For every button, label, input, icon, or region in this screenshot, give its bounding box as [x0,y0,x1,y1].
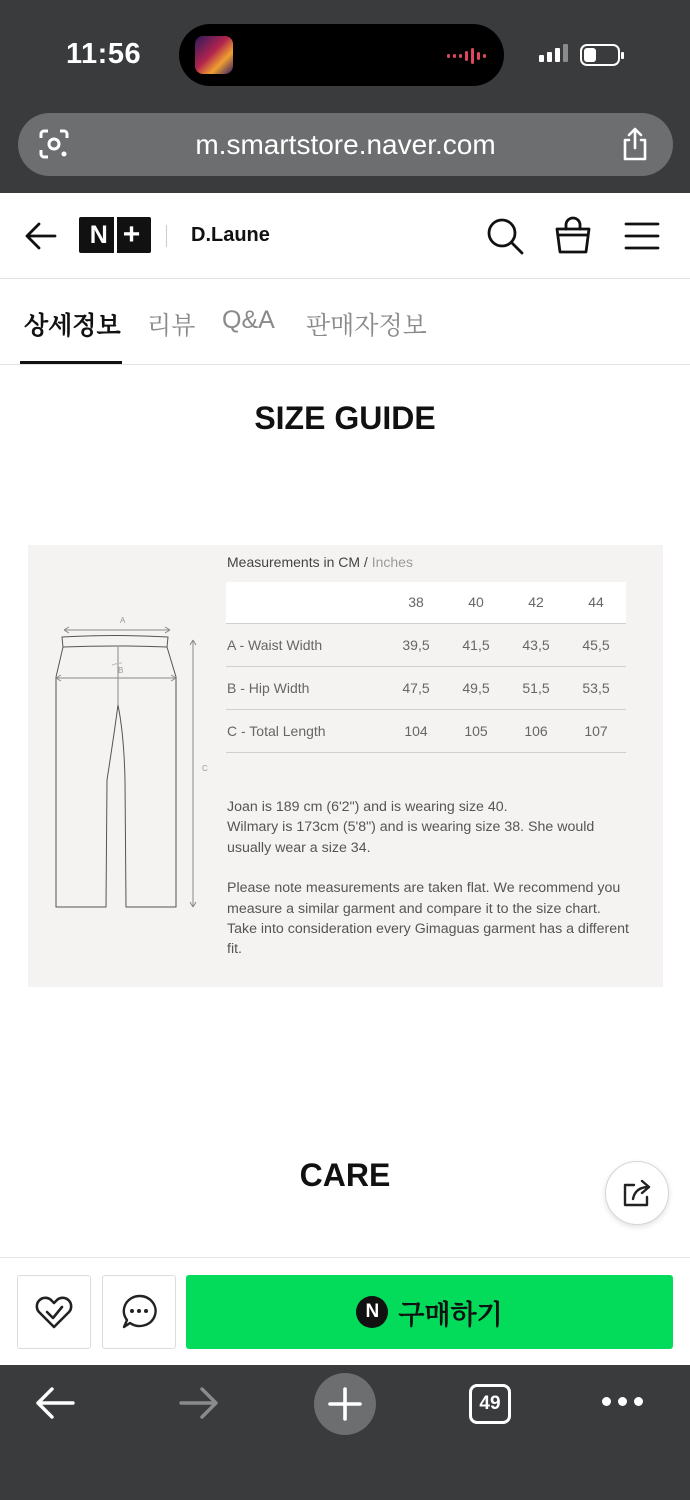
status-time: 11:56 [66,38,142,70]
shopping-bag-icon[interactable] [554,215,592,255]
table-cell: 39,5 [402,636,430,653]
dynamic-island[interactable] [179,24,504,86]
row-label: A - Waist Width [227,636,323,653]
tab-qna[interactable]: Q&A [222,306,275,334]
table-cell: 107 [584,722,608,739]
size-guide-title: SIZE GUIDE [254,400,436,436]
heart-icon [34,1294,74,1330]
logo-divider [114,217,117,253]
table-cell: 49,5 [462,679,490,696]
measurement-note: Please note measurements are taken flat. We recommend you measure a similar garment and compare it to the size chart. [227,880,621,917]
diagram-label-c: C [202,764,208,773]
fit-note: Take into consideration every Gimaguas garment has a different fit. [227,921,629,958]
naver-pay-icon: N [356,1296,388,1328]
caption-inches: Inches [371,554,413,570]
table-cell: 41,5 [462,636,490,653]
size-header-empty [226,582,386,623]
address-bar[interactable] [18,113,673,176]
model-note-joan: Joan is 189 cm (6'2") and is wearing size 40. [227,799,508,815]
table-cell: 47,5 [402,679,430,696]
logo-n: N [89,220,108,249]
caption-cm: Measurements in CM / [227,554,372,570]
share-arrow-icon [620,1178,654,1208]
care-title: CARE [299,1157,391,1193]
more-options-icon[interactable] [602,1397,643,1406]
store-brand-name[interactable]: D.Laune [191,224,270,246]
plus-icon [328,1387,362,1421]
diagram-label-a: A [120,616,126,625]
table-cell: 43,5 [522,636,550,653]
table-cell: 104 [404,722,428,739]
new-tab-button[interactable] [314,1373,376,1435]
size-table [226,582,626,753]
naver-plus-logo[interactable] [79,217,151,253]
cellular-signal-icon [539,44,568,62]
purchase-bar [0,1257,690,1365]
tab-count-button[interactable]: 49 [469,1384,511,1424]
table-cell: 105 [464,722,488,739]
now-playing-artwork [195,36,233,74]
product-tabs [0,279,690,365]
hamburger-menu-icon[interactable] [624,220,660,252]
pants-diagram [52,615,242,915]
url-text[interactable]: m.smartstore.naver.com [195,129,496,160]
size-header: 38 [408,594,424,611]
table-row [226,709,626,752]
browser-back-icon[interactable] [34,1385,76,1421]
share-floating-button[interactable] [605,1161,669,1225]
logo-plus: + [122,218,141,251]
chat-bubble-icon [120,1293,158,1331]
table-row [226,666,626,709]
row-label: C - Total Length [227,722,326,739]
size-header: 44 [588,594,604,611]
diagram-label-b: B [118,666,124,675]
battery-icon [580,44,620,66]
table-row [226,623,626,666]
table-cell: 53,5 [582,679,610,696]
site-header [0,193,690,279]
table-cell: 45,5 [582,636,610,653]
browser-top-chrome [0,0,690,193]
measurement-caption [227,554,413,570]
row-label: B - Hip Width [227,679,310,696]
size-table-header [226,582,626,623]
model-note-wilmary: Wilmary is 173cm (5'8") and is wearing size 38. She would usually wear a size 34. [227,819,595,856]
audio-waveform-icon [447,48,486,64]
tab-detail-info[interactable]: 상세정보 [24,312,121,340]
header-separator [166,225,167,247]
talk-talk-button[interactable] [102,1275,176,1349]
buy-now-label: 구매하기 [398,1299,503,1330]
search-icon[interactable] [486,217,524,255]
size-header: 42 [528,594,544,611]
table-cell: 106 [524,722,548,739]
back-arrow-icon[interactable] [24,219,58,253]
tab-seller-info[interactable]: 판매자정보 [306,312,427,340]
browser-forward-icon[interactable] [178,1385,220,1421]
fit-notes [227,797,637,960]
size-guide-image [28,545,663,987]
tab-reviews[interactable]: 리뷰 [147,312,196,340]
browser-bottom-toolbar [0,1365,690,1500]
buy-now-button[interactable] [186,1275,673,1349]
table-cell: 51,5 [522,679,550,696]
share-icon[interactable] [619,126,651,162]
size-header: 40 [468,594,484,611]
wishlist-button[interactable] [17,1275,91,1349]
active-tab-indicator [20,361,122,364]
